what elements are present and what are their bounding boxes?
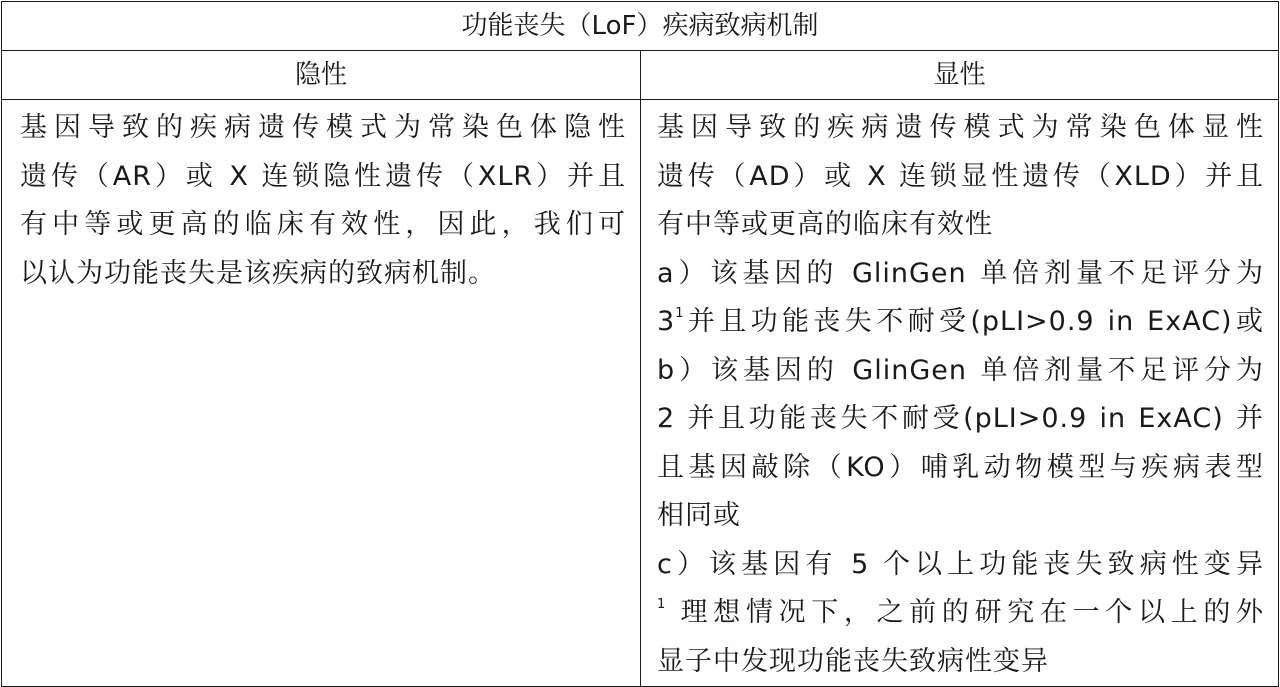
option-a-footnote-mark: 1 [675,306,685,321]
footnote-line-2: 显子中发现功能丧失致病性变异 [657,645,1049,677]
header-dominant: 显性 [641,51,1279,100]
footnote-text-1: 理想情况下，之前的研究在一个以上的外 [680,597,1264,628]
option-b-line-2: 2 并且功能丧失不耐受(pLI>0.9 in ExAC) 并 [657,403,1264,434]
recessive-cell [2,100,641,687]
dominant-cell [641,100,1279,687]
dominant-line-2: 遗传（AD）或 X 连锁显性遗传（XLD）并且 [657,160,1264,192]
header-recessive: 隐性 [2,51,641,100]
option-a-score: 3 [657,306,676,337]
header-row [2,51,1279,100]
footnote-mark: 1 [657,597,667,612]
table-title: 功能丧失（LoF）疾病致病机制 [2,2,1279,51]
recessive-line-2: 遗传（AR）或 X 连锁隐性遗传（XLR）并且 [20,160,626,192]
option-a-line-1: a）该基因的 GlinGen 单倍剂量不足评分为 [657,257,1264,289]
option-b-line-3: 且基因敲除（KO）哺乳动物模型与疾病表型 [657,451,1264,483]
option-c-line: c）该基因有 5 个以上功能丧失致病性变异 [657,548,1264,580]
content-row [2,100,1279,687]
recessive-line-1: 基因导致的疾病遗传模式为常染色体隐性 [20,112,626,143]
dominant-line-1: 基因导致的疾病遗传模式为常染色体显性 [657,112,1264,143]
option-a-rest: 并且功能丧失不耐受(pLI>0.9 in ExAC)或 [684,306,1264,337]
recessive-line-3: 有中等或更高的临床有效性，因此，我们可 [20,209,626,240]
option-a-line-2 [657,298,1264,347]
recessive-line-4: 以认为功能丧失是该疾病的致病机制。 [20,257,496,289]
option-b-line-4: 相同或 [657,500,741,531]
footnote-line-1 [657,589,1264,638]
lof-mechanism-table [1,1,1279,687]
dominant-line-3: 有中等或更高的临床有效性 [657,209,993,240]
title-row [2,2,1279,51]
option-b-line-1: b）该基因的 GlinGen 单倍剂量不足评分为 [657,354,1264,386]
